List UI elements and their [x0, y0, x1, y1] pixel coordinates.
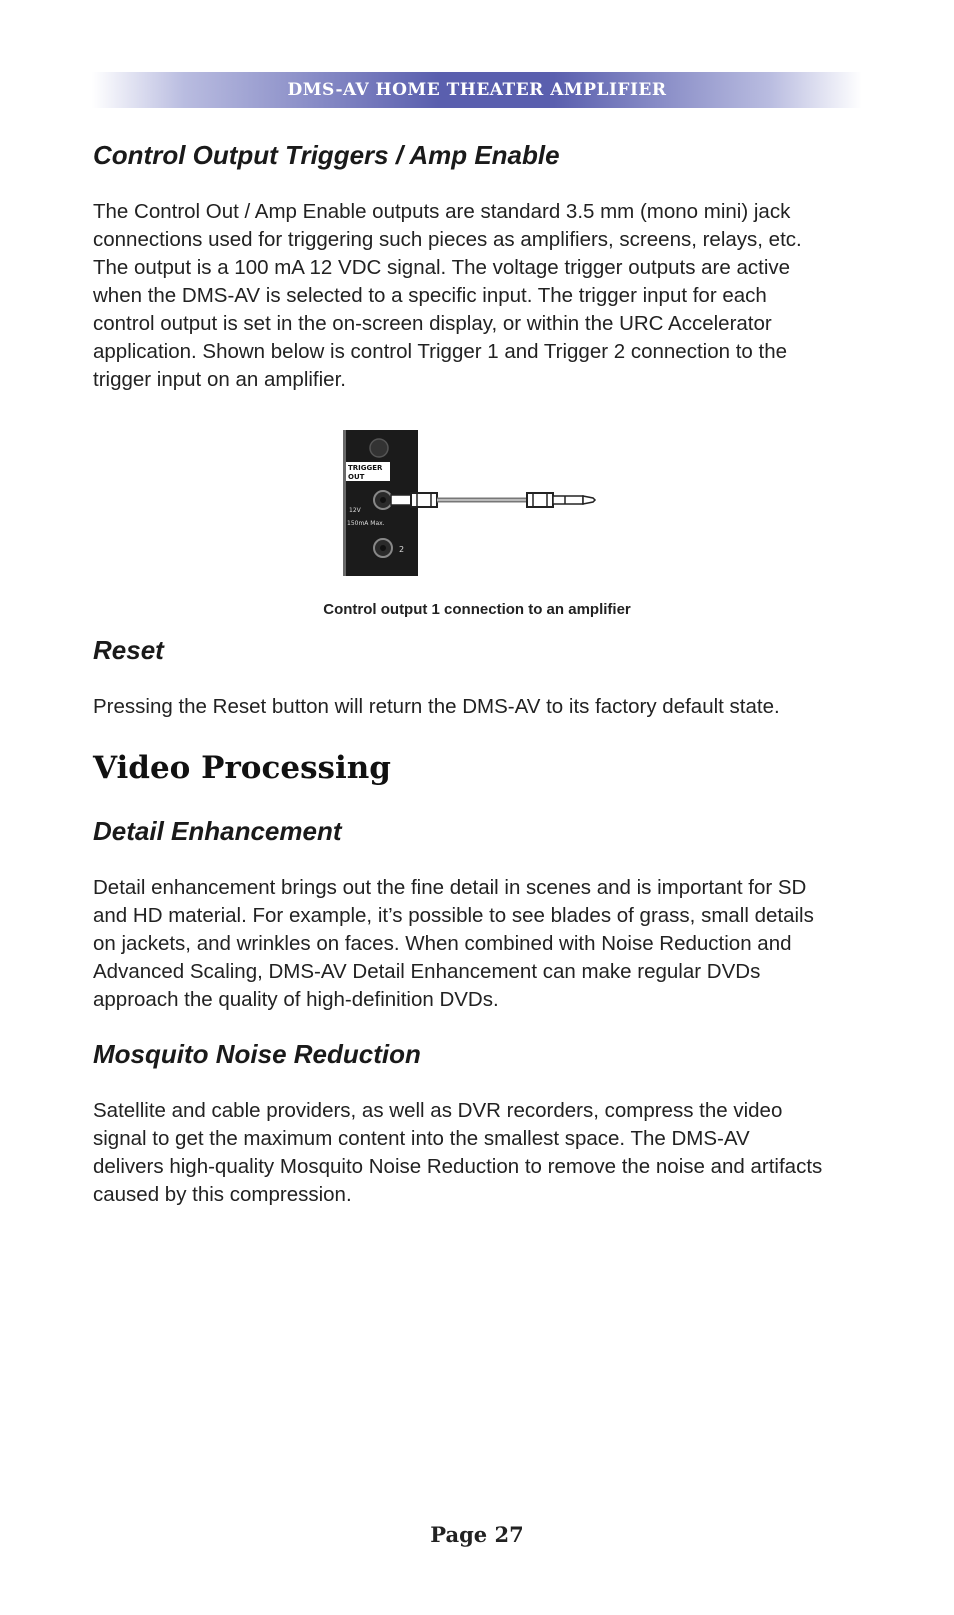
- running-header: [92, 72, 862, 108]
- detail-enhancement-paragraph: [93, 874, 863, 1014]
- paragraph-line: connections used for triggering such pieces as amplifiers, screens, relays, etc.: [93, 228, 802, 251]
- paragraph-line: Satellite and cable providers, as well as DVR recorders, compress the video: [93, 1099, 783, 1122]
- control-output-paragraph: [93, 198, 863, 394]
- paragraph-line: Detail enhancement brings out the fine detail in scenes and is important for SD: [93, 876, 807, 899]
- panel-knob: [370, 439, 388, 457]
- paragraph-line: caused by this compression.: [93, 1183, 352, 1206]
- running-header-title: DMS-AV HOME THEATER AMPLIFIER: [287, 80, 667, 100]
- paragraph-line: Advanced Scaling, DMS-AV Detail Enhancement can make regular DVDs: [93, 960, 761, 983]
- figure-caption: Control output 1 connection to an amplifier: [323, 601, 631, 618]
- mono-plug-right: [527, 493, 553, 507]
- trigger-connection-figure: [343, 430, 623, 578]
- paragraph-line: and HD material. For example, it’s possible to see blades of grass, small details: [93, 904, 814, 927]
- mosquito-paragraph: [93, 1097, 863, 1209]
- panel-label-out: OUT: [348, 473, 365, 481]
- page-number: Page 27: [430, 1522, 524, 1547]
- panel-label-trigger: TRIGGER: [348, 464, 383, 472]
- paragraph-line: approach the quality of high-definition DVDs.: [93, 988, 499, 1011]
- jack-2-label: 2: [399, 545, 405, 554]
- paragraph-line: The output is a 100 mA 12 VDC signal. The voltage trigger outputs are active: [93, 256, 791, 279]
- paragraph-line: The Control Out / Amp Enable outputs are standard 3.5 mm (mono mini) jack: [93, 200, 791, 223]
- section-heading-detail-enhancement: Detail Enhancement: [93, 816, 342, 846]
- current-label: 150mA Max.: [347, 520, 385, 527]
- mono-plug-left: [391, 495, 411, 505]
- paragraph-line: signal to get the maximum content into the smallest space. The DMS-AV: [93, 1127, 750, 1150]
- paragraph-line: when the DMS-AV is selected to a specific input. The trigger input for each: [93, 284, 767, 307]
- section-title-video-processing: Video Processing: [93, 750, 391, 786]
- section-heading-mosquito-noise-reduction: Mosquito Noise Reduction: [93, 1039, 421, 1069]
- reset-paragraph: Pressing the Reset button will return the DMS-AV to its factory default state.: [93, 695, 780, 718]
- voltage-label: 12V: [349, 507, 361, 514]
- paragraph-line: control output is set in the on-screen display, or within the URC Accelerator: [93, 312, 772, 335]
- paragraph-line: application. Shown below is control Trigger 1 and Trigger 2 connection to the: [93, 340, 787, 363]
- paragraph-line: delivers high-quality Mosquito Noise Reduction to remove the noise and artifacts: [93, 1155, 823, 1178]
- section-heading-control-output: Control Output Triggers / Amp Enable: [93, 140, 560, 170]
- section-heading-reset: Reset: [93, 635, 164, 665]
- paragraph-line: on jackets, and wrinkles on faces. When combined with Noise Reduction and: [93, 932, 792, 955]
- paragraph-line: trigger input on an amplifier.: [93, 368, 346, 391]
